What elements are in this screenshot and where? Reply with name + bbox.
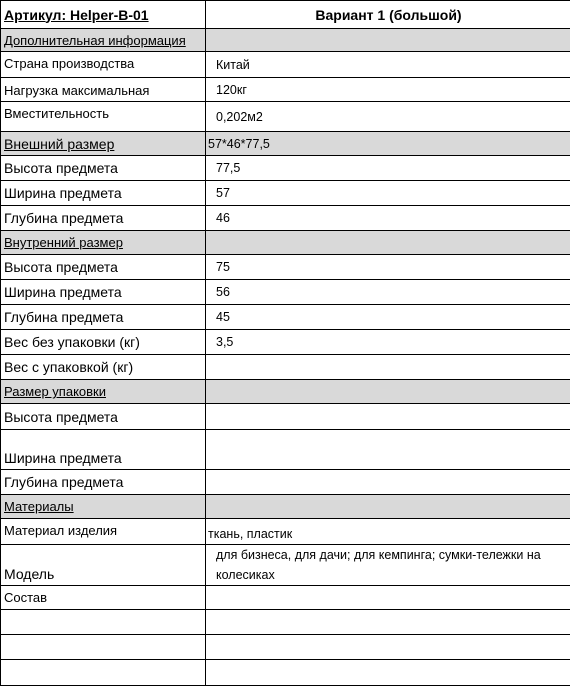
row-label[interactable]: Вместительность xyxy=(1,102,206,132)
table-row xyxy=(1,519,570,545)
table-row xyxy=(1,470,570,495)
row-label[interactable]: Высота предмета xyxy=(1,404,206,430)
table-row xyxy=(1,305,570,330)
row-label[interactable]: Ширина предмета xyxy=(1,181,206,206)
empty-cell[interactable] xyxy=(206,610,570,635)
row-label[interactable]: Глубина предмета xyxy=(1,470,206,495)
section-package-size-label: Размер упаковки xyxy=(4,384,106,399)
table-row xyxy=(1,102,570,132)
row-value[interactable]: Китай xyxy=(206,52,570,78)
empty-cell[interactable] xyxy=(1,610,206,635)
section-outer-size-value[interactable]: 57*46*77,5 xyxy=(206,132,570,156)
row-label[interactable]: Материал изделия xyxy=(1,519,206,545)
row-label[interactable]: Ширина предмета xyxy=(1,280,206,305)
table-row xyxy=(1,255,570,280)
section-outer-size-label: Внешний размер xyxy=(4,136,114,152)
table-row xyxy=(1,545,570,586)
row-value[interactable]: 46 xyxy=(206,206,570,231)
header-row xyxy=(1,1,570,29)
row-label[interactable]: Высота предмета xyxy=(1,255,206,280)
variant-cell[interactable]: Вариант 1 (большой) xyxy=(206,1,570,29)
empty-cell[interactable] xyxy=(1,660,206,686)
table-row xyxy=(1,206,570,231)
empty-cell[interactable] xyxy=(1,635,206,660)
table-row xyxy=(1,586,570,610)
section-row-additional-info xyxy=(1,29,570,52)
row-value[interactable] xyxy=(206,404,570,430)
section-package-size-cell[interactable] xyxy=(1,380,206,404)
section-materials-label: Материалы xyxy=(4,499,74,514)
row-label[interactable]: Глубина предмета xyxy=(1,305,206,330)
table-row-empty xyxy=(1,635,570,660)
table-row xyxy=(1,181,570,206)
section-inner-size-value[interactable] xyxy=(206,231,570,255)
row-value[interactable] xyxy=(206,355,570,380)
table-row xyxy=(1,156,570,181)
table-row xyxy=(1,330,570,355)
table-row-empty xyxy=(1,660,570,686)
section-row-materials xyxy=(1,495,570,519)
table-row xyxy=(1,280,570,305)
row-value[interactable] xyxy=(206,586,570,610)
row-value[interactable]: 45 xyxy=(206,305,570,330)
table-row xyxy=(1,430,570,470)
table-row-empty xyxy=(1,610,570,635)
row-label[interactable]: Нагрузка максимальная xyxy=(1,78,206,102)
section-additional-info-value[interactable] xyxy=(206,29,570,52)
section-outer-size-cell[interactable] xyxy=(1,132,206,156)
row-label[interactable]: Вес без упаковки (кг) xyxy=(1,330,206,355)
row-label[interactable]: Страна производства xyxy=(1,52,206,78)
row-value[interactable]: 3,5 xyxy=(206,330,570,355)
table-row xyxy=(1,78,570,102)
row-value[interactable]: 75 xyxy=(206,255,570,280)
section-materials-cell[interactable] xyxy=(1,495,206,519)
section-additional-info-cell[interactable] xyxy=(1,29,206,52)
section-row-inner-size xyxy=(1,231,570,255)
section-materials-value[interactable] xyxy=(206,495,570,519)
row-value[interactable]: 77,5 xyxy=(206,156,570,181)
section-row-outer-size xyxy=(1,132,570,156)
section-inner-size-label: Внутренний размер xyxy=(4,235,123,250)
row-value[interactable] xyxy=(206,470,570,495)
row-value[interactable]: 0,202м2 xyxy=(206,102,570,132)
row-value[interactable]: ткань, пластик xyxy=(206,519,570,545)
row-value[interactable]: 57 xyxy=(206,181,570,206)
section-row-package-size xyxy=(1,380,570,404)
row-label[interactable]: Глубина предмета xyxy=(1,206,206,231)
section-package-size-value[interactable] xyxy=(206,380,570,404)
row-label[interactable]: Ширина предмета xyxy=(1,430,206,470)
empty-cell[interactable] xyxy=(206,660,570,686)
row-value[interactable]: 120кг xyxy=(206,78,570,102)
table-row xyxy=(1,404,570,430)
section-additional-info-label: Дополнительная информация xyxy=(4,33,186,48)
row-value[interactable]: 56 xyxy=(206,280,570,305)
table-row xyxy=(1,52,570,78)
row-label[interactable]: Модель xyxy=(1,545,206,586)
section-inner-size-cell[interactable] xyxy=(1,231,206,255)
row-value[interactable] xyxy=(206,430,570,470)
article-cell[interactable] xyxy=(1,1,206,29)
article-label: Артикул: Helper-B-01 xyxy=(4,7,149,23)
empty-cell[interactable] xyxy=(206,635,570,660)
row-label[interactable]: Вес с упаковкой (кг) xyxy=(1,355,206,380)
row-label[interactable]: Состав xyxy=(1,586,206,610)
table-row xyxy=(1,355,570,380)
row-value[interactable]: для бизнеса, для дачи; для кемпинга; сумки-тележки на колесиках xyxy=(206,545,570,586)
row-label[interactable]: Высота предмета xyxy=(1,156,206,181)
